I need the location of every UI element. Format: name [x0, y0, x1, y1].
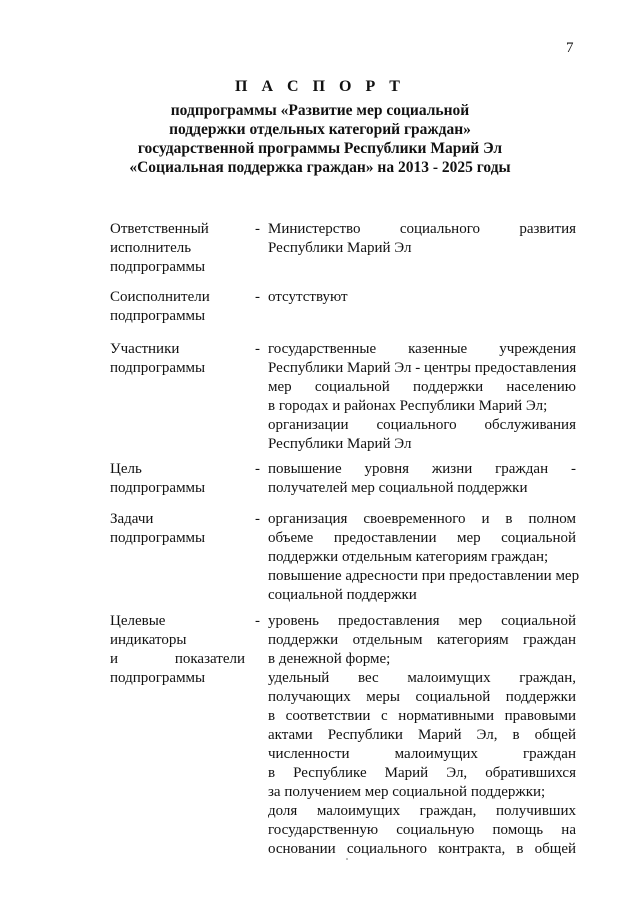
document-subtitle — [0, 101, 640, 177]
value-line: в городах и районах Республики Марий Эл; — [268, 398, 548, 414]
row-value — [268, 510, 580, 605]
label-line: подпрограммы — [110, 308, 206, 324]
value-line: Республики Марий Эл - центры предоставления — [268, 360, 577, 376]
value-line: уровень предоставления мер социальной — [268, 613, 576, 629]
row-label — [110, 340, 245, 378]
value-line: в денежной форме; — [268, 651, 391, 667]
row-dash: - — [255, 341, 260, 357]
label-word: и — [110, 651, 119, 667]
value-line: численности малоимущих граждан — [268, 746, 576, 762]
value-line: доля малоимущих граждан, получивших — [268, 803, 576, 819]
row-value — [268, 288, 576, 307]
label-line: подпрограммы — [110, 670, 206, 686]
label-line: Цель — [110, 461, 142, 477]
row-value — [268, 460, 576, 498]
subtitle-line: поддержки отдельных категорий граждан» — [169, 121, 471, 138]
page-number: 7 — [566, 40, 574, 56]
row-value — [268, 340, 576, 454]
value-line: в соответствии с нормативными правовыми — [268, 708, 576, 724]
value-line: Республики Марий Эл — [268, 240, 412, 256]
row-value — [268, 612, 576, 859]
label-line: подпрограммы — [110, 360, 206, 376]
row-label — [110, 460, 245, 498]
row-dash: - — [255, 461, 260, 477]
value-line: повышение уровня жизни граждан - — [268, 461, 576, 477]
value-line: Министерство социального развития — [268, 221, 576, 237]
value-line: за получением мер социальной поддержки; — [268, 784, 546, 800]
value-line: Республики Марий Эл — [268, 436, 412, 452]
subtitle-line: «Социальная поддержка граждан» на 2013 - 2025 годы — [129, 159, 511, 176]
label-line: исполнитель — [110, 240, 192, 256]
label-line: подпрограммы — [110, 259, 206, 275]
value-line: актами Республики Марий Эл, в общей — [268, 727, 576, 743]
row-value — [268, 220, 576, 258]
value-line: организация своевременного и в полном — [268, 511, 576, 527]
value-line: поддержки отдельным категориям граждан; — [268, 549, 549, 565]
value-line: удельный вес малоимущих граждан, — [268, 670, 576, 686]
row-label — [110, 220, 245, 277]
row-dash: - — [255, 221, 260, 237]
value-line: государственные казенные учреждения — [268, 341, 576, 357]
value-line: получающих меры социальной поддержки — [268, 689, 576, 705]
value-line: объеме предоставлении мер социальной — [268, 530, 576, 546]
label-line: подпрограммы — [110, 480, 206, 496]
label-line: Задачи — [110, 511, 154, 527]
value-line: мер социальной поддержки населению — [268, 379, 576, 395]
row-label — [110, 510, 245, 548]
row-label — [110, 288, 245, 326]
value-line: организации социального обслуживания — [268, 417, 576, 433]
label-line — [110, 650, 245, 669]
value-line: основании социального контракта, в общей — [268, 841, 576, 857]
label-line: Целевые — [110, 613, 166, 629]
label-line: Соисполнители — [110, 289, 210, 305]
label-line: Участники — [110, 341, 180, 357]
value-line: поддержки отдельным категориям граждан — [268, 632, 576, 648]
label-line: Ответственный — [110, 221, 209, 237]
value-line: получателей мер социальной поддержки — [268, 480, 528, 496]
value-line: в Республике Марий Эл, обратившихся — [268, 765, 576, 781]
footer-mark — [346, 858, 348, 860]
subtitle-line: подпрограммы «Развитие мер социальной — [170, 102, 470, 119]
label-line: индикаторы — [110, 632, 187, 648]
row-dash: - — [255, 289, 260, 305]
row-dash: - — [255, 613, 260, 629]
row-dash: - — [255, 511, 260, 527]
value-line: повышение адресности при предоставлении мер — [268, 568, 580, 584]
label-line: подпрограммы — [110, 530, 206, 546]
row-label — [110, 612, 245, 688]
value-line: государственную социальную помощь на — [268, 822, 576, 838]
subtitle-line: государственной программы Республики Марий Эл — [137, 140, 503, 157]
value-line: социальной поддержки — [268, 587, 417, 603]
document-title: П А С П О Р Т — [235, 78, 405, 95]
value-line: отсутствуют — [268, 289, 348, 305]
label-word: показатели — [174, 651, 245, 667]
